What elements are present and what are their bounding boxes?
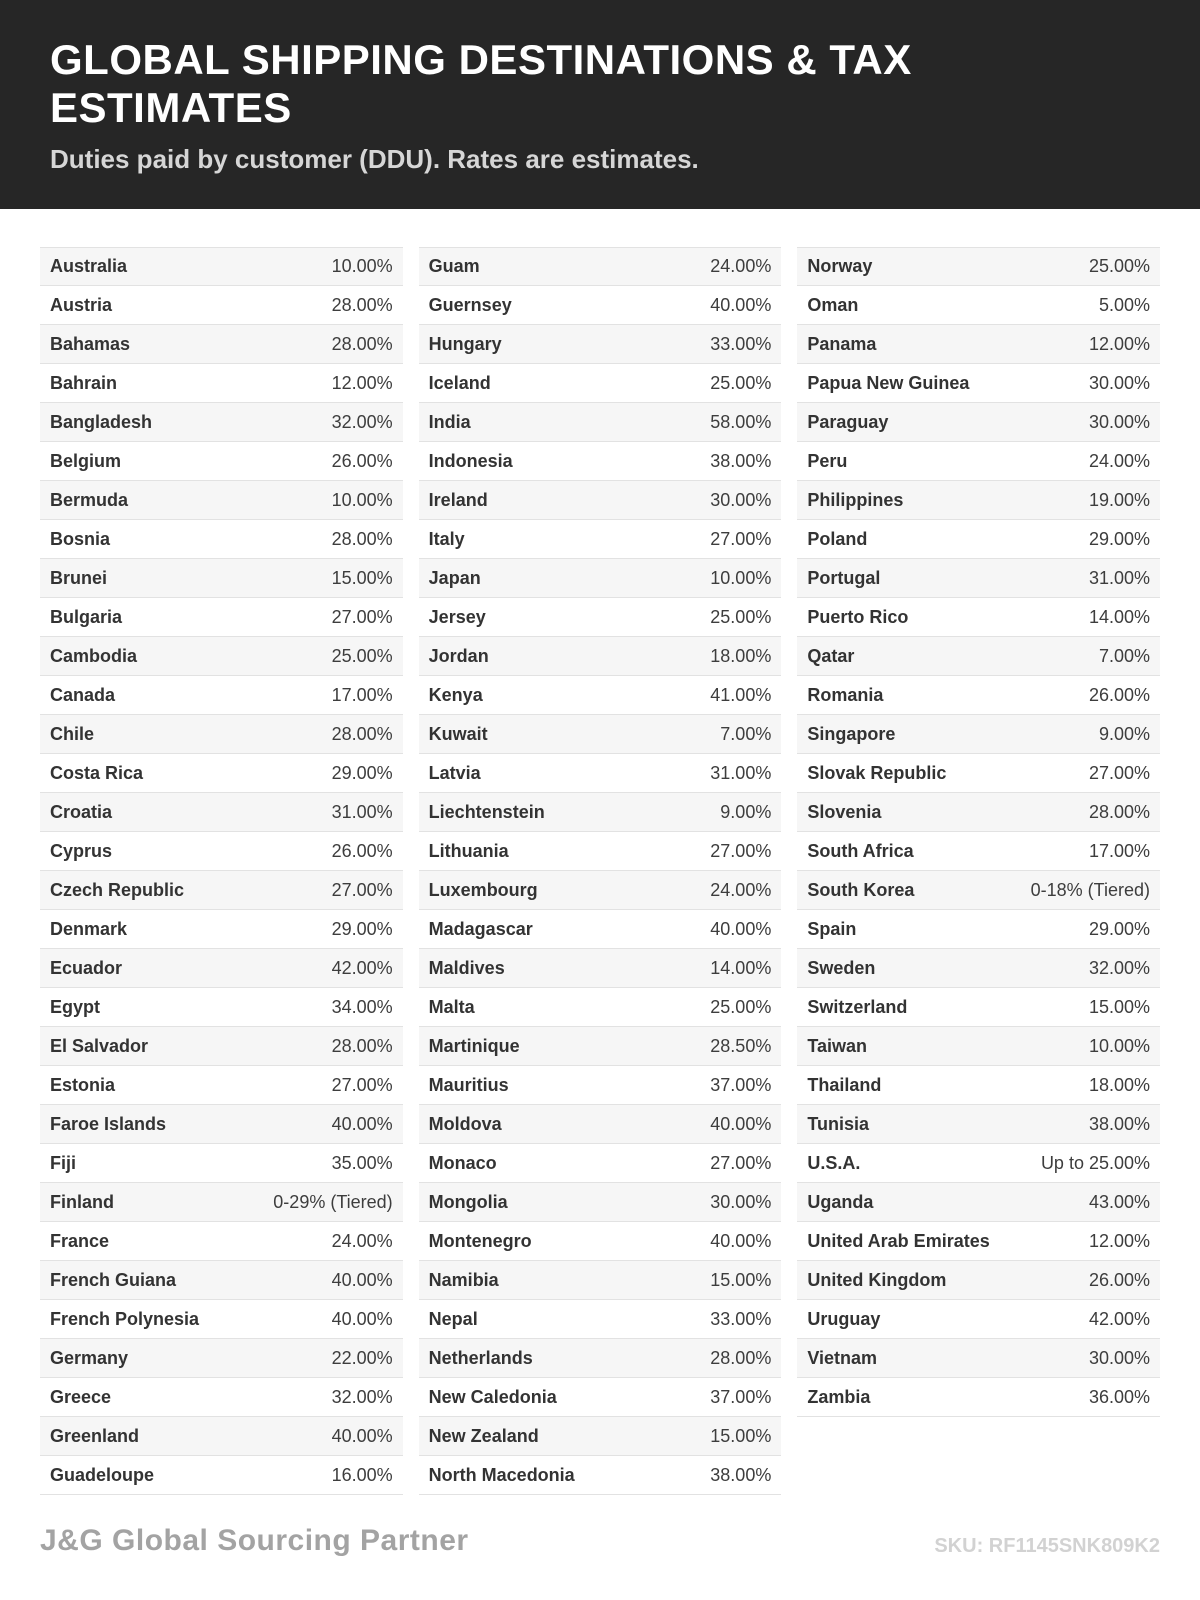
table-row bbox=[40, 988, 403, 1027]
table-row bbox=[419, 286, 782, 325]
rate-value: 28.00% bbox=[331, 333, 393, 354]
rate-value: 36.00% bbox=[1088, 1386, 1151, 1407]
table-row bbox=[419, 754, 782, 793]
table-row bbox=[40, 1222, 403, 1261]
table-row bbox=[797, 910, 1160, 949]
page-subtitle: Duties paid by customer (DDU). Rates are estimates. bbox=[50, 144, 699, 174]
country-label: Puerto Rico bbox=[807, 606, 909, 627]
table-row bbox=[419, 1027, 782, 1066]
country-label: Liechtenstein bbox=[428, 801, 545, 822]
table-row bbox=[797, 559, 1160, 598]
rate-value: 0-18% (Tiered) bbox=[1030, 879, 1151, 900]
table-row bbox=[40, 715, 403, 754]
rate-value: 17.00% bbox=[1088, 840, 1151, 861]
table-row bbox=[419, 481, 782, 520]
table-row bbox=[419, 1144, 782, 1183]
rate-value: 15.00% bbox=[1088, 996, 1151, 1017]
rate-value: 29.00% bbox=[1088, 528, 1151, 549]
rate-value: 40.00% bbox=[331, 1113, 393, 1134]
country-label: Norway bbox=[807, 256, 873, 276]
country-label: Bahrain bbox=[50, 372, 118, 393]
country-label: Oman bbox=[807, 294, 859, 315]
tax-rate-table bbox=[0, 209, 1200, 1495]
rate-column-1 bbox=[40, 247, 403, 1495]
country-label: French Polynesia bbox=[50, 1308, 200, 1329]
table-row bbox=[40, 1378, 403, 1417]
rate-value: 7.00% bbox=[1098, 645, 1151, 666]
country-label: Singapore bbox=[807, 723, 896, 744]
rate-value: 30.00% bbox=[710, 489, 772, 510]
country-label: Maldives bbox=[428, 957, 505, 978]
country-label: Jordan bbox=[428, 645, 489, 666]
table-row bbox=[797, 1183, 1160, 1222]
rate-value: 19.00% bbox=[1088, 489, 1151, 510]
table-row bbox=[797, 442, 1160, 481]
country-label: Switzerland bbox=[807, 996, 908, 1017]
country-label: Slovenia bbox=[807, 801, 882, 822]
country-label: Canada bbox=[50, 684, 116, 705]
table-row bbox=[419, 598, 782, 637]
country-label: Luxembourg bbox=[428, 879, 538, 900]
rate-value: 32.00% bbox=[331, 411, 393, 432]
table-row bbox=[40, 949, 403, 988]
rate-value: 42.00% bbox=[331, 957, 393, 978]
country-label: Uruguay bbox=[807, 1308, 881, 1329]
table-row bbox=[419, 871, 782, 910]
table-row bbox=[797, 598, 1160, 637]
table-row bbox=[797, 1339, 1160, 1378]
country-label: Philippines bbox=[807, 489, 904, 510]
table-row bbox=[797, 286, 1160, 325]
rate-value: 15.00% bbox=[710, 1269, 772, 1290]
table-row bbox=[797, 403, 1160, 442]
rate-value: 27.00% bbox=[710, 528, 772, 549]
country-label: India bbox=[428, 411, 471, 432]
country-label: Peru bbox=[807, 450, 848, 471]
country-label: Slovak Republic bbox=[807, 762, 947, 783]
country-label: Martinique bbox=[428, 1035, 520, 1056]
table-row bbox=[40, 1183, 403, 1222]
table-row bbox=[40, 832, 403, 871]
table-row bbox=[419, 364, 782, 403]
country-label: Greenland bbox=[50, 1425, 140, 1446]
country-label: Denmark bbox=[50, 918, 128, 939]
rate-value: 27.00% bbox=[331, 1074, 393, 1095]
country-label: Bahamas bbox=[50, 333, 131, 354]
rate-value: 27.00% bbox=[710, 1152, 772, 1173]
rate-value: 38.00% bbox=[710, 450, 772, 471]
table-row bbox=[797, 676, 1160, 715]
country-label: Lithuania bbox=[428, 840, 509, 861]
country-label: Thailand bbox=[807, 1074, 882, 1095]
country-label: Namibia bbox=[428, 1269, 499, 1290]
country-label: Nepal bbox=[428, 1308, 478, 1329]
rate-column-2 bbox=[419, 247, 782, 1495]
rate-value: 38.00% bbox=[710, 1464, 772, 1485]
rate-value: Up to 25.00% bbox=[1040, 1152, 1151, 1173]
table-row bbox=[40, 286, 403, 325]
country-label: Australia bbox=[50, 256, 128, 276]
table-row bbox=[797, 1261, 1160, 1300]
table-row bbox=[40, 676, 403, 715]
table-row bbox=[797, 1378, 1160, 1417]
country-label: Spain bbox=[807, 918, 857, 939]
table-row bbox=[797, 520, 1160, 559]
table-row bbox=[40, 1300, 403, 1339]
country-label: Cyprus bbox=[50, 840, 113, 861]
country-label: Ecuador bbox=[50, 957, 123, 978]
country-label: North Macedonia bbox=[428, 1464, 575, 1485]
country-label: Guadeloupe bbox=[50, 1464, 155, 1485]
table-row bbox=[797, 1222, 1160, 1261]
table-row bbox=[797, 1027, 1160, 1066]
rate-value: 27.00% bbox=[331, 879, 393, 900]
rate-value: 12.00% bbox=[1088, 333, 1151, 354]
table-row bbox=[419, 442, 782, 481]
table-row bbox=[419, 988, 782, 1027]
rate-value: 5.00% bbox=[1098, 294, 1151, 315]
country-label: Austria bbox=[50, 294, 113, 315]
country-label: Guam bbox=[428, 256, 480, 276]
rate-value: 38.00% bbox=[1088, 1113, 1151, 1134]
country-label: Madagascar bbox=[428, 918, 533, 939]
rate-value: 31.00% bbox=[710, 762, 772, 783]
rate-value: 10.00% bbox=[331, 256, 393, 276]
rate-value: 40.00% bbox=[710, 918, 772, 939]
table-row bbox=[40, 403, 403, 442]
rate-value: 29.00% bbox=[331, 918, 393, 939]
table-row bbox=[40, 1417, 403, 1456]
country-label: Belgium bbox=[50, 450, 122, 471]
country-label: Chile bbox=[50, 723, 95, 744]
country-label: Vietnam bbox=[807, 1347, 878, 1368]
rate-value: 12.00% bbox=[331, 372, 393, 393]
rate-value: 14.00% bbox=[710, 957, 772, 978]
table-row bbox=[419, 910, 782, 949]
rate-value: 7.00% bbox=[720, 723, 772, 744]
country-label: Faroe Islands bbox=[50, 1113, 167, 1134]
table-row bbox=[797, 754, 1160, 793]
table-row bbox=[797, 1066, 1160, 1105]
rate-value: 14.00% bbox=[1088, 606, 1151, 627]
country-label: Iceland bbox=[428, 372, 491, 393]
rate-value: 34.00% bbox=[331, 996, 393, 1017]
table-row bbox=[797, 1144, 1160, 1183]
table-row bbox=[797, 1105, 1160, 1144]
table-row bbox=[419, 949, 782, 988]
rate-value: 26.00% bbox=[331, 840, 393, 861]
table-row bbox=[40, 910, 403, 949]
rate-value: 40.00% bbox=[331, 1425, 393, 1446]
country-label: South Korea bbox=[807, 879, 915, 900]
rate-value: 18.00% bbox=[1088, 1074, 1151, 1095]
country-label: Papua New Guinea bbox=[807, 372, 970, 393]
rate-value: 0-29% (Tiered) bbox=[273, 1191, 393, 1212]
country-label: Bangladesh bbox=[50, 411, 153, 432]
rate-value: 26.00% bbox=[331, 450, 393, 471]
table-row bbox=[797, 832, 1160, 871]
table-row bbox=[40, 442, 403, 481]
country-label: Italy bbox=[428, 528, 465, 549]
rate-value: 30.00% bbox=[1088, 411, 1151, 432]
country-label: Bosnia bbox=[50, 528, 111, 549]
brand-name: J&G Global Sourcing Partner bbox=[40, 1524, 469, 1557]
rate-value: 30.00% bbox=[1088, 1347, 1151, 1368]
country-label: Jersey bbox=[428, 606, 486, 627]
country-label: South Africa bbox=[807, 840, 914, 861]
table-row bbox=[40, 1027, 403, 1066]
country-label: Estonia bbox=[50, 1074, 116, 1095]
country-label: Hungary bbox=[428, 333, 502, 354]
table-row bbox=[40, 637, 403, 676]
table-row bbox=[797, 793, 1160, 832]
country-label: Montenegro bbox=[428, 1230, 532, 1251]
rate-value: 28.00% bbox=[1088, 801, 1151, 822]
table-row bbox=[797, 871, 1160, 910]
rate-value: 40.00% bbox=[331, 1269, 393, 1290]
country-label: Kenya bbox=[428, 684, 483, 705]
rate-value: 25.00% bbox=[331, 645, 393, 666]
rate-value: 30.00% bbox=[1088, 372, 1151, 393]
rate-value: 10.00% bbox=[1088, 1035, 1151, 1056]
rate-value: 25.00% bbox=[1088, 256, 1151, 276]
rate-value: 40.00% bbox=[331, 1308, 393, 1329]
table-row bbox=[419, 637, 782, 676]
rate-value: 28.00% bbox=[331, 1035, 393, 1056]
rate-value: 33.00% bbox=[710, 333, 772, 354]
rate-value: 28.00% bbox=[331, 723, 393, 744]
table-row bbox=[419, 715, 782, 754]
rate-value: 37.00% bbox=[710, 1386, 772, 1407]
country-label: Tunisia bbox=[807, 1113, 870, 1134]
page-header bbox=[0, 0, 1200, 209]
rate-value: 28.00% bbox=[331, 294, 393, 315]
rate-value: 27.00% bbox=[331, 606, 393, 627]
country-label: Costa Rica bbox=[50, 762, 144, 783]
rate-value: 9.00% bbox=[1098, 723, 1151, 744]
rate-value: 10.00% bbox=[710, 567, 772, 588]
table-row bbox=[797, 364, 1160, 403]
country-label: New Caledonia bbox=[428, 1386, 557, 1407]
table-row bbox=[419, 1456, 782, 1495]
table-row bbox=[419, 1222, 782, 1261]
country-label: Brunei bbox=[50, 567, 108, 588]
table-row bbox=[419, 325, 782, 364]
table-row bbox=[797, 637, 1160, 676]
rate-value: 43.00% bbox=[1088, 1191, 1151, 1212]
rate-value: 28.00% bbox=[331, 528, 393, 549]
country-label: Egypt bbox=[50, 996, 101, 1017]
rate-value: 27.00% bbox=[1088, 762, 1151, 783]
rate-value: 9.00% bbox=[720, 801, 772, 822]
country-label: Japan bbox=[428, 567, 481, 588]
rate-value: 32.00% bbox=[1088, 957, 1151, 978]
country-label: Uganda bbox=[807, 1191, 874, 1212]
rate-value: 30.00% bbox=[710, 1191, 772, 1212]
rate-value: 32.00% bbox=[331, 1386, 393, 1407]
rate-value: 25.00% bbox=[710, 606, 772, 627]
table-row bbox=[40, 325, 403, 364]
rate-column-3 bbox=[797, 247, 1160, 1417]
country-label: Germany bbox=[50, 1347, 129, 1368]
page-footer bbox=[0, 1524, 1200, 1600]
rate-value: 31.00% bbox=[1088, 567, 1151, 588]
rate-value: 40.00% bbox=[710, 1113, 772, 1134]
table-row bbox=[40, 598, 403, 637]
table-row bbox=[40, 754, 403, 793]
country-label: Fiji bbox=[50, 1152, 76, 1173]
table-row bbox=[419, 1261, 782, 1300]
country-label: Sweden bbox=[807, 957, 876, 978]
rate-value: 25.00% bbox=[710, 372, 772, 393]
country-label: Monaco bbox=[428, 1152, 497, 1173]
country-label: Ireland bbox=[428, 489, 488, 510]
table-row bbox=[797, 325, 1160, 364]
country-label: United Kingdom bbox=[807, 1269, 947, 1290]
page-title: GLOBAL SHIPPING DESTINATIONS & TAX ESTIMATES bbox=[50, 36, 912, 131]
rate-value: 10.00% bbox=[331, 489, 393, 510]
table-row bbox=[40, 247, 403, 286]
table-row bbox=[40, 481, 403, 520]
sku-label: SKU: RF1145SNK809K2 bbox=[934, 1535, 1160, 1557]
rate-value: 40.00% bbox=[710, 1230, 772, 1251]
country-label: Zambia bbox=[807, 1386, 871, 1407]
table-row bbox=[40, 1456, 403, 1495]
rate-value: 24.00% bbox=[1088, 450, 1151, 471]
table-row bbox=[419, 1105, 782, 1144]
table-row bbox=[419, 247, 782, 286]
table-row bbox=[797, 949, 1160, 988]
country-label: France bbox=[50, 1230, 110, 1251]
rate-value: 28.00% bbox=[710, 1347, 772, 1368]
table-row bbox=[40, 1105, 403, 1144]
table-row bbox=[419, 1183, 782, 1222]
table-row bbox=[40, 871, 403, 910]
rate-value: 25.00% bbox=[710, 996, 772, 1017]
table-row bbox=[797, 481, 1160, 520]
rate-value: 28.50% bbox=[710, 1035, 772, 1056]
country-label: Mongolia bbox=[428, 1191, 508, 1212]
country-label: Kuwait bbox=[428, 723, 488, 744]
table-row bbox=[40, 793, 403, 832]
country-label: Malta bbox=[428, 996, 475, 1017]
rate-value: 35.00% bbox=[331, 1152, 393, 1173]
rate-value: 26.00% bbox=[1088, 684, 1151, 705]
rate-value: 29.00% bbox=[1088, 918, 1151, 939]
table-row bbox=[419, 1066, 782, 1105]
table-row bbox=[419, 520, 782, 559]
country-label: Taiwan bbox=[807, 1035, 868, 1056]
country-label: Finland bbox=[50, 1191, 114, 1212]
table-row bbox=[797, 715, 1160, 754]
table-row bbox=[40, 1066, 403, 1105]
country-label: Netherlands bbox=[428, 1347, 533, 1368]
country-label: Croatia bbox=[50, 801, 113, 822]
rate-value: 12.00% bbox=[1088, 1230, 1151, 1251]
table-row bbox=[419, 676, 782, 715]
country-label: U.S.A. bbox=[807, 1152, 861, 1173]
rate-value: 29.00% bbox=[331, 762, 393, 783]
table-row bbox=[797, 247, 1160, 286]
country-label: Cambodia bbox=[50, 645, 138, 666]
rate-value: 24.00% bbox=[331, 1230, 393, 1251]
table-row bbox=[40, 559, 403, 598]
rate-value: 37.00% bbox=[710, 1074, 772, 1095]
table-row bbox=[797, 1300, 1160, 1339]
rate-value: 26.00% bbox=[1088, 1269, 1151, 1290]
rate-value: 58.00% bbox=[710, 411, 772, 432]
table-row bbox=[40, 364, 403, 403]
rate-value: 40.00% bbox=[710, 294, 772, 315]
country-label: Czech Republic bbox=[50, 879, 185, 900]
rate-value: 18.00% bbox=[710, 645, 772, 666]
rate-value: 15.00% bbox=[331, 567, 393, 588]
rate-value: 33.00% bbox=[710, 1308, 772, 1329]
table-row bbox=[419, 1339, 782, 1378]
table-row bbox=[40, 1261, 403, 1300]
country-label: Romania bbox=[807, 684, 884, 705]
country-label: United Arab Emirates bbox=[807, 1230, 990, 1251]
country-label: French Guiana bbox=[50, 1269, 177, 1290]
country-label: Bulgaria bbox=[50, 606, 123, 627]
table-row bbox=[419, 793, 782, 832]
country-label: El Salvador bbox=[50, 1035, 149, 1056]
rate-value: 27.00% bbox=[710, 840, 772, 861]
country-label: Latvia bbox=[428, 762, 481, 783]
table-row bbox=[40, 1339, 403, 1378]
rate-value: 41.00% bbox=[710, 684, 772, 705]
table-row bbox=[419, 403, 782, 442]
table-row bbox=[40, 1144, 403, 1183]
table-row bbox=[419, 1300, 782, 1339]
country-label: Bermuda bbox=[50, 489, 129, 510]
table-row bbox=[419, 1417, 782, 1456]
rate-value: 42.00% bbox=[1088, 1308, 1151, 1329]
rate-value: 15.00% bbox=[710, 1425, 772, 1446]
country-label: Paraguay bbox=[807, 411, 889, 432]
rate-value: 22.00% bbox=[331, 1347, 393, 1368]
table-row bbox=[419, 832, 782, 871]
table-row bbox=[797, 988, 1160, 1027]
country-label: Portugal bbox=[807, 567, 881, 588]
country-label: Panama bbox=[807, 333, 877, 354]
rate-value: 31.00% bbox=[331, 801, 393, 822]
table-row bbox=[40, 520, 403, 559]
rate-value: 17.00% bbox=[331, 684, 393, 705]
table-row bbox=[419, 1378, 782, 1417]
country-label: New Zealand bbox=[428, 1425, 539, 1446]
country-label: Qatar bbox=[807, 645, 855, 666]
country-label: Moldova bbox=[428, 1113, 502, 1134]
rate-value: 24.00% bbox=[710, 879, 772, 900]
country-label: Poland bbox=[807, 528, 868, 549]
country-label: Guernsey bbox=[428, 294, 512, 315]
country-label: Indonesia bbox=[428, 450, 513, 471]
rate-value: 16.00% bbox=[331, 1464, 393, 1485]
country-label: Greece bbox=[50, 1386, 112, 1407]
rate-value: 24.00% bbox=[710, 256, 772, 276]
country-label: Mauritius bbox=[428, 1074, 509, 1095]
table-row bbox=[419, 559, 782, 598]
